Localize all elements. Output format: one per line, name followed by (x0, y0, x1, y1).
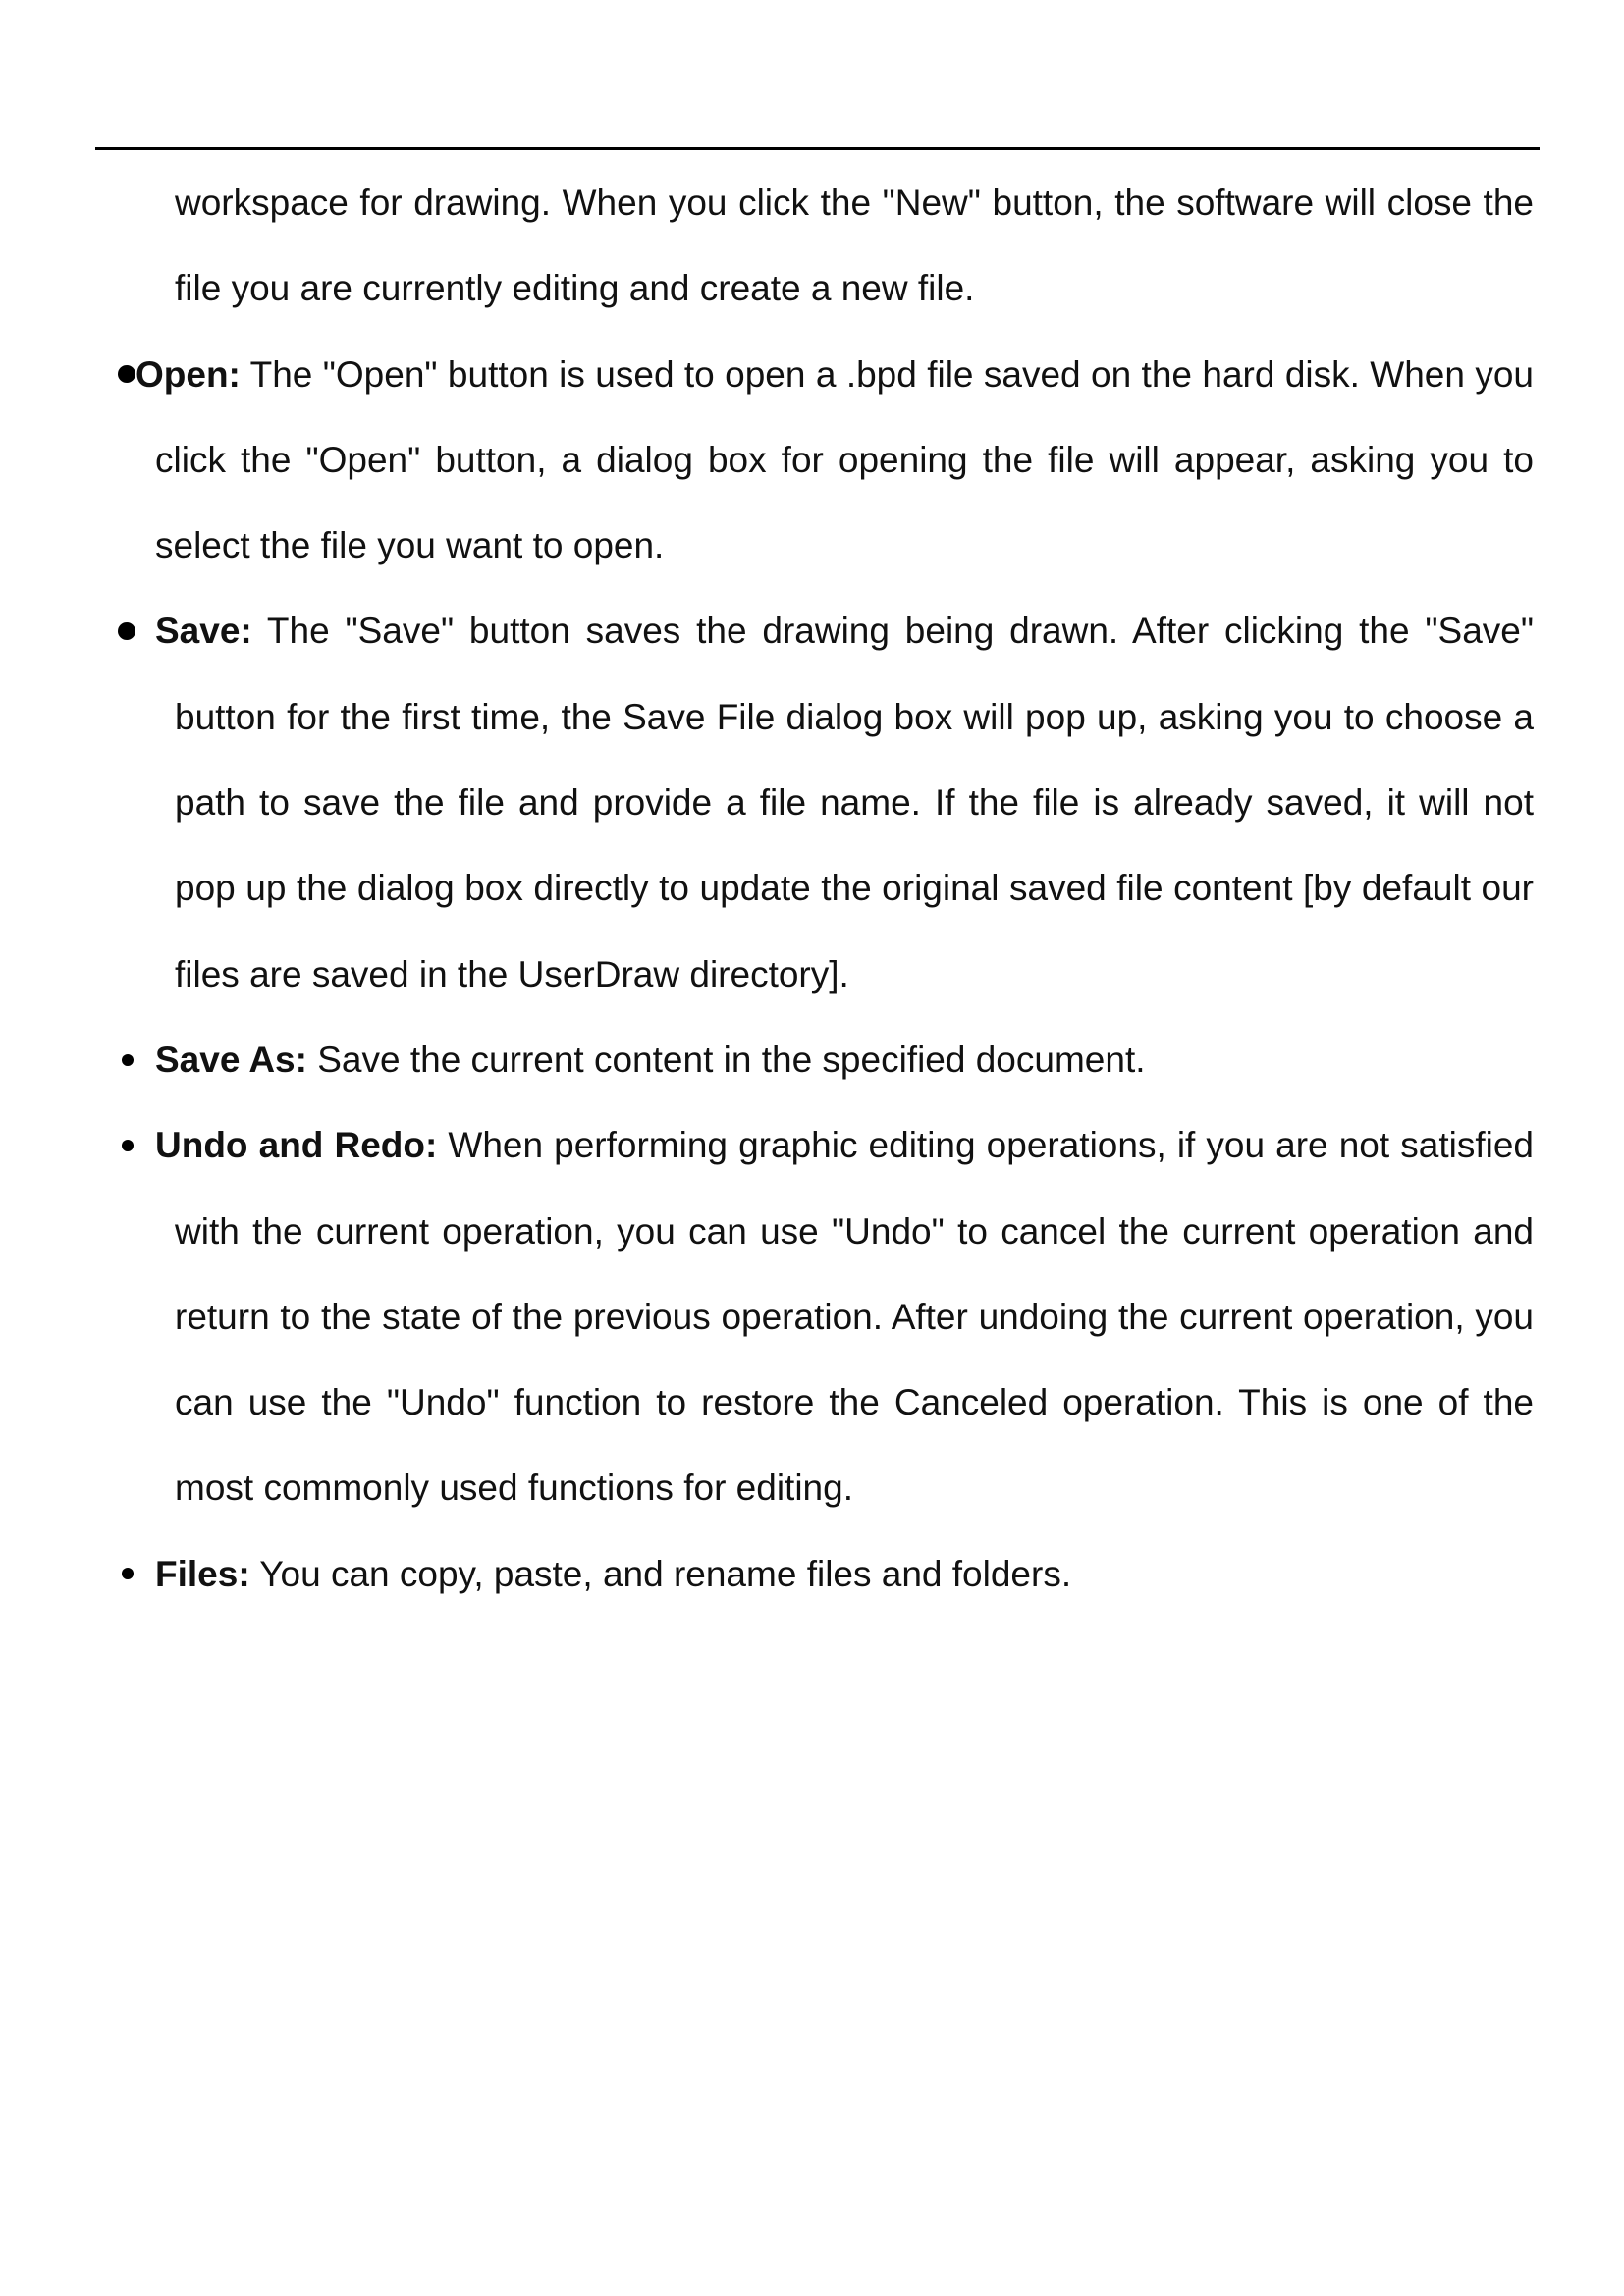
list-item-save (118, 588, 1534, 1016)
bullet-icon (118, 332, 155, 417)
bullet-icon (118, 588, 155, 673)
list-item-body (135, 332, 1534, 589)
intro-paragraph (118, 160, 1534, 332)
list-item-save-as (118, 1017, 1534, 1102)
list-item-body (155, 1531, 1534, 1617)
list-item-files (118, 1531, 1534, 1617)
desc-undo-redo: When performing graphic editing operations, if you are not satisfied with the current operation, you can use "Undo" to cancel the current operation and return to the state of the previous operation. After undoing the current operation, you can use the "Undo" function to restore the Canceled operation. This is one of the most commonly used functions for editing. (175, 1125, 1534, 1509)
term-save: Save: (155, 611, 252, 652)
desc-open: The "Open" button is used to open a .bpd file saved on the hard disk. When you click the "Open" button, a dialog box for opening the file will appear, asking you to select the file you want to open. (155, 353, 1534, 566)
bullet-icon (118, 1531, 155, 1617)
desc-files: You can copy, paste, and rename files and folders. (249, 1553, 1072, 1594)
term-undo-redo: Undo and Redo: (155, 1125, 438, 1166)
list-item-body (155, 588, 1534, 1016)
document-body (118, 160, 1534, 1617)
term-save-as: Save As: (155, 1039, 307, 1080)
list-item-undo-redo (118, 1102, 1534, 1530)
bullet-icon (118, 1017, 155, 1102)
list-item-open (118, 332, 1534, 589)
term-open: Open: (135, 353, 241, 395)
header-rule (95, 147, 1540, 150)
list-item-body (155, 1102, 1534, 1530)
desc-save: The "Save" button saves the drawing being drawn. After clicking the "Save" button for the first time, the Save File dialog box will pop up, asking you to choose a path to save the file and provide a file name. If the file is already saved, it will not pop up the dialog box directly to update the original saved file content [by default our files are saved in the UserDraw directory]. (175, 611, 1534, 994)
term-files: Files: (155, 1553, 250, 1594)
intro-text: workspace for drawing. When you click the "New" button, the software will close the file you are currently editing and create a new file. (175, 183, 1534, 309)
list-item-body (155, 1017, 1534, 1102)
bullet-icon (118, 1102, 155, 1188)
desc-save-as: Save the current content in the specified document. (306, 1039, 1146, 1080)
